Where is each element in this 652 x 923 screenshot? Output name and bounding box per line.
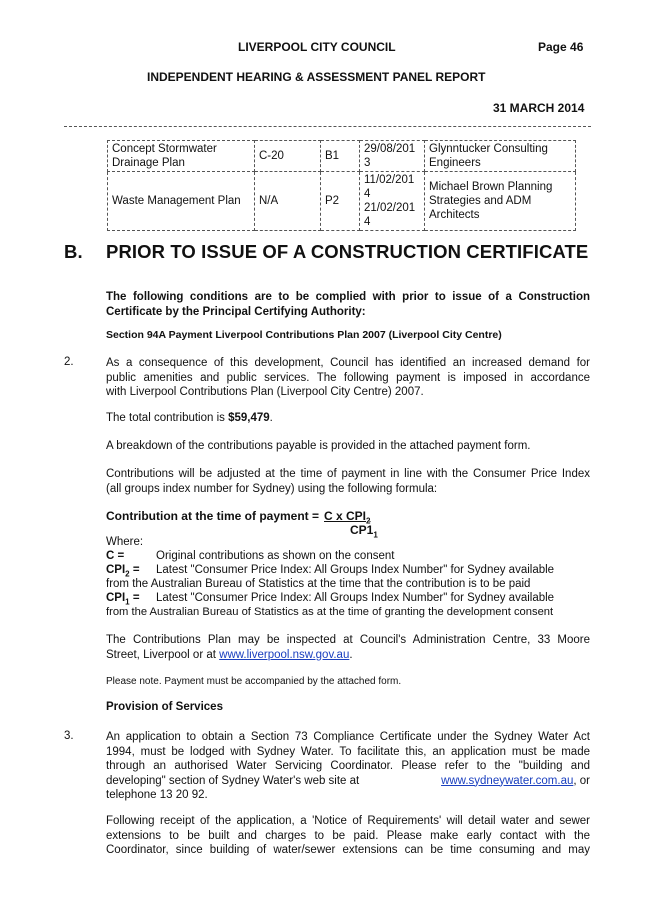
text-line: Contributions will be adjusted at the time of payment in line with the Consumer Price Index <box>106 468 590 480</box>
page-number: Page 46 <box>538 40 584 54</box>
intro-paragraph <box>106 290 590 319</box>
item3-paragraph-1 <box>106 730 590 803</box>
plan-inspect-paragraph <box>106 633 590 662</box>
cell-line: 4 <box>364 216 371 228</box>
text-line: with Liverpool Contributions Plan (Liverpool City Centre) 2007. <box>106 386 424 398</box>
text-line: An application to obtain a Section 73 Compliance Certificate under the Sydney Water Act <box>106 731 590 743</box>
cell-line: 21/02/201 <box>364 202 416 214</box>
total-contribution <box>106 411 273 426</box>
formula-subscript: 2 <box>366 516 371 526</box>
table-row <box>108 141 576 172</box>
def-c-key: C = <box>106 550 125 562</box>
text-line: through an authorised Water Servicing Coordinator. Please refer to the "building and <box>106 760 590 772</box>
text-segment: Street, Liverpool or at <box>106 648 220 661</box>
text-segment: = <box>129 592 140 604</box>
table-cell-date <box>360 172 425 231</box>
def-cpi2-line-2: from the Australian Bureau of Statistics at the time that the contribution is to be paid <box>106 578 531 590</box>
def-cpi1-line-2: from the Australian Bureau of Statistics as at the time of granting the development consent <box>106 606 554 618</box>
formula-text: C x CPI <box>324 509 367 523</box>
table-row <box>108 172 576 231</box>
table-cell-ref: N/A <box>255 172 321 231</box>
text-segment: . <box>349 648 353 661</box>
adjust-paragraph <box>106 467 590 496</box>
item-number: 2. <box>64 356 74 368</box>
text-segment: CPI <box>106 564 126 576</box>
cell-line: Drainage Plan <box>112 157 185 169</box>
cell-line: 11/02/201 <box>364 174 415 186</box>
text-line: public amenities and public services. The following payment is imposed in accordance <box>106 371 590 384</box>
text-segment: developing" section of Sydney Water's web site at <box>106 774 360 787</box>
text-line: The Contributions Plan may be inspected at Council's Administration Centre, 33 Moore <box>106 634 590 646</box>
text-line: extensions to be built and charges to be paid. Please make early contact with the <box>106 829 590 842</box>
table-cell-plan: Waste Management Plan <box>108 172 255 231</box>
text-line: telephone 13 20 92. <box>106 789 208 801</box>
table-cell-date <box>360 141 425 172</box>
sydney-water-link[interactable]: www.sydneywater.com.au <box>441 774 574 787</box>
where-label: Where: <box>106 536 144 548</box>
text-segment: . <box>269 412 273 424</box>
def-c-value: Original contributions as shown on the consent <box>156 550 395 562</box>
payment-note: Please note. Payment must be accompanied by the attached form. <box>106 676 402 687</box>
text-line <box>106 648 590 663</box>
table-cell-issue: P2 <box>321 172 360 231</box>
table-cell-prepared-by <box>425 172 576 231</box>
plans-table <box>107 140 576 231</box>
cell-line: 3 <box>364 157 371 169</box>
text-segment: The total contribution is <box>106 412 229 424</box>
cell-line: 4 <box>364 188 371 200</box>
report-title: INDEPENDENT HEARING & ASSESSMENT PANEL REPORT <box>147 70 486 84</box>
item2-paragraph-1 <box>106 356 590 400</box>
def-cpi2-line-1: Latest "Consumer Price Index: All Groups Index Number" for Sydney available <box>156 564 555 576</box>
intro-line: The following conditions are to be complied with prior to issue of a Construction <box>106 291 590 303</box>
text-line: Coordinator, since building of water/sewer extensions can be time consuming and may <box>106 844 590 856</box>
intro-line: Certificate by the Principal Certifying Authority: <box>106 305 366 318</box>
text-line: As a consequence of this development, Council has identified an increased demand for <box>106 357 590 369</box>
def-cpi1-line-1: Latest "Consumer Price Index: All Groups Index Number" for Sydney available <box>156 592 555 604</box>
formula-label: Contribution at the time of payment = <box>106 509 320 523</box>
text-line: 1994, must be lodged with Sydney Water. To facilitate this, an application must be made <box>106 745 590 758</box>
cell-line: 29/08/201 <box>364 143 416 155</box>
text-segment: CPI <box>106 592 126 604</box>
header-divider <box>64 126 591 127</box>
table-cell-prepared-by <box>425 141 576 172</box>
text-segment: = <box>129 564 140 576</box>
section-title: PRIOR TO ISSUE OF A CONSTRUCTION CERTIFICATE <box>106 241 589 262</box>
cell-line: Glynntucker Consulting <box>429 143 548 155</box>
cell-line: Engineers <box>429 157 481 169</box>
text-line: Following receipt of the application, a 'Notice of Requirements' will detail water and sewer <box>106 815 590 827</box>
subheading-services: Provision of Services <box>106 701 223 713</box>
text-line: (all groups index number for Sydney) using the following formula: <box>106 482 438 495</box>
item3-paragraph-2 <box>106 814 590 858</box>
text-segment: , or <box>573 774 590 787</box>
subheading-94a: Section 94A Payment Liverpool Contributions Plan 2007 (Liverpool City Centre) <box>106 329 502 341</box>
item-number: 3. <box>64 730 74 742</box>
section-letter: B. <box>64 241 83 262</box>
table-cell-issue: B1 <box>321 141 360 172</box>
formula-subscript: 1 <box>125 597 130 607</box>
table-cell-ref: C-20 <box>255 141 321 172</box>
cell-line: Michael Brown Planning <box>429 181 553 193</box>
cell-line: Strategies and ADM <box>429 195 532 207</box>
council-name: LIVERPOOL CITY COUNCIL <box>238 40 396 54</box>
total-value: $59,479 <box>228 412 270 424</box>
formula-subscript: 1 <box>373 530 378 540</box>
text-line <box>106 774 590 789</box>
council-website-link[interactable]: www.liverpool.nsw.gov.au <box>219 648 350 661</box>
cell-line: Concept Stormwater <box>112 143 217 155</box>
formula-subscript: 2 <box>125 569 130 579</box>
breakdown-text: A breakdown of the contributions payable is provided in the attached payment form. <box>106 440 531 452</box>
formula-text: CP1 <box>350 523 374 537</box>
table-cell-plan <box>108 141 255 172</box>
cell-line: Architects <box>429 209 480 221</box>
report-date: 31 MARCH 2014 <box>493 101 585 115</box>
formula-denominator <box>350 523 378 539</box>
